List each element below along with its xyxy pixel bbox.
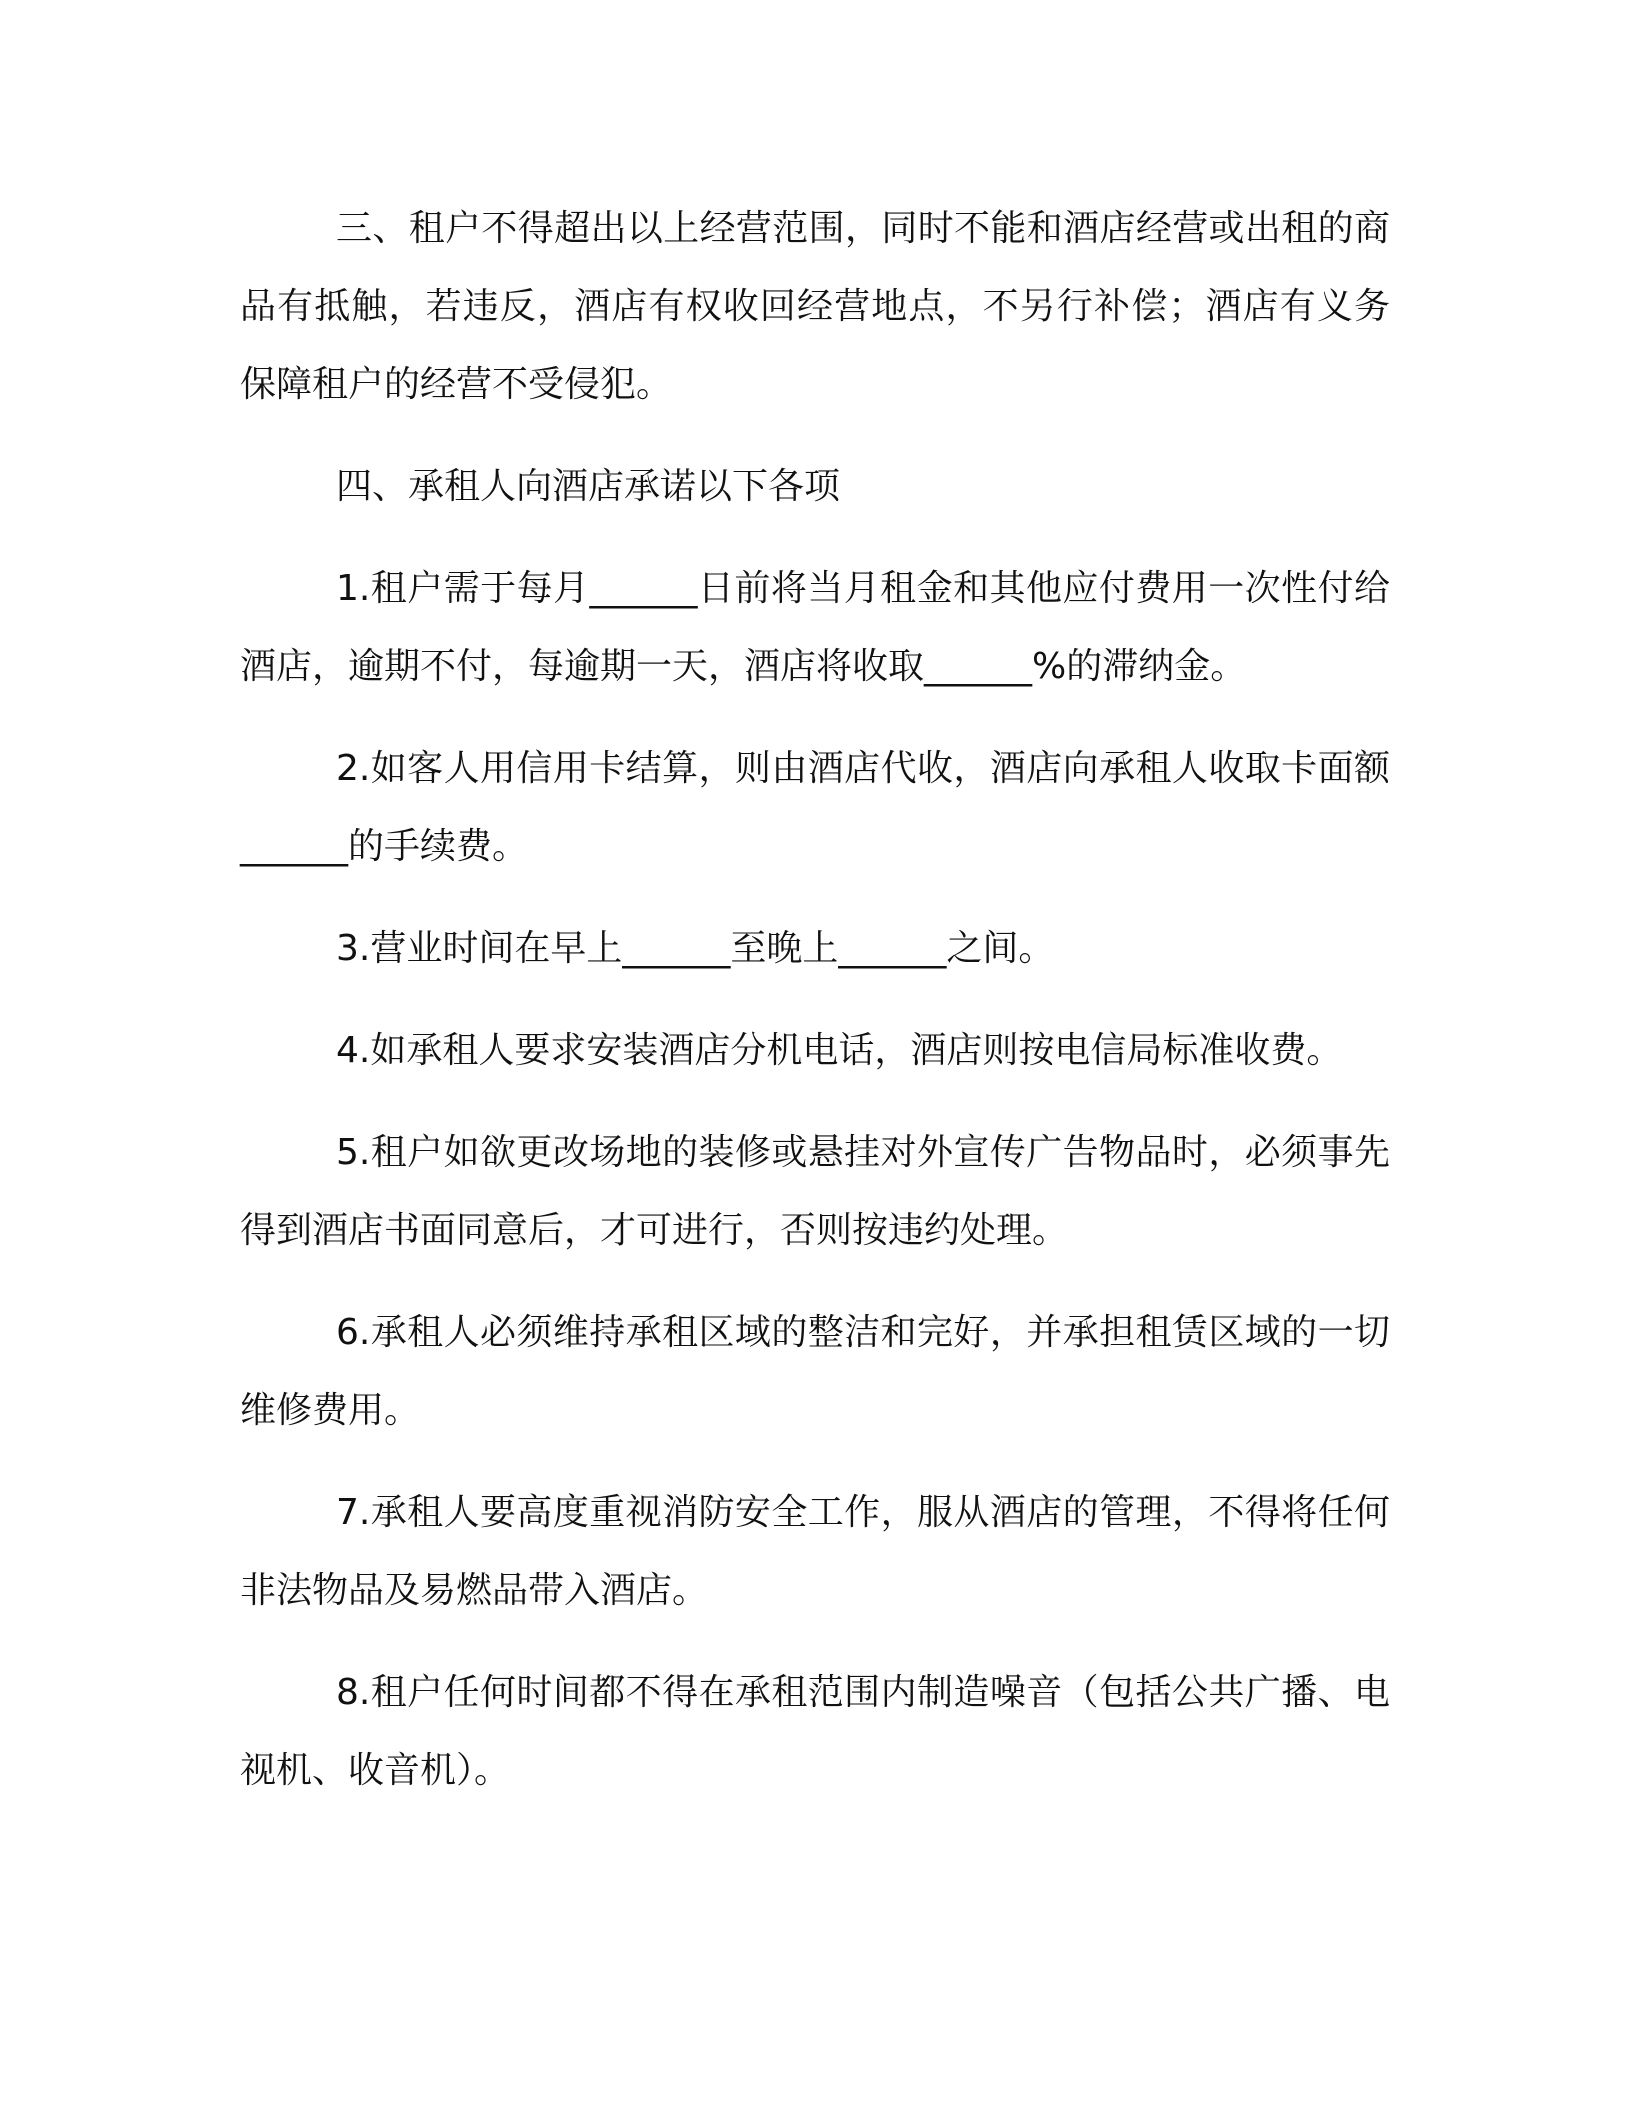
clause-3-paragraph: 三、租户不得超出以上经营范围，同时不能和酒店经营或出租的商品有抵触，若违反，酒店有权收回经营地点，不另行补偿；酒店有义务保障租户的经营不受侵犯。 [240,208,1390,405]
item-6-paragraph: 6.承租人必须维持承租区域的整洁和完好，并承担租赁区域的一切维修费用。 [240,1312,1390,1431]
item-5-paragraph: 5.租户如欲更改场地的装修或悬挂对外宣传广告物品时，必须事先得到酒店书面同意后，才可进行，否则按违约处理。 [240,1132,1390,1251]
item-4-paragraph: 4.如承租人要求安装酒店分机电话，酒店则按电信局标准收费。 [336,1030,1343,1071]
document-page [240,190,1390,1834]
item-7-paragraph: 7.承租人要高度重视消防安全工作，服从酒店的管理，不得将任何非法物品及易燃品带入酒店。 [240,1492,1390,1611]
clause-4-heading: 四、承租人向酒店承诺以下各项 [336,466,841,507]
item-1-paragraph: 1.租户需于每月______日前将当月租金和其他应付费用一次性付给酒店，逾期不付，每逾期一天，酒店将收取______%的滞纳金。 [240,568,1390,687]
item-8-paragraph: 8.租户任何时间都不得在承租范围内制造噪音（包括公共广播、电视机、收音机）。 [240,1672,1390,1791]
item-3-paragraph: 3.营业时间在早上______至晚上______之间。 [336,928,1055,969]
item-2-paragraph: 2.如客人用信用卡结算，则由酒店代收，酒店向承租人收取卡面额______的手续费。 [240,748,1390,867]
